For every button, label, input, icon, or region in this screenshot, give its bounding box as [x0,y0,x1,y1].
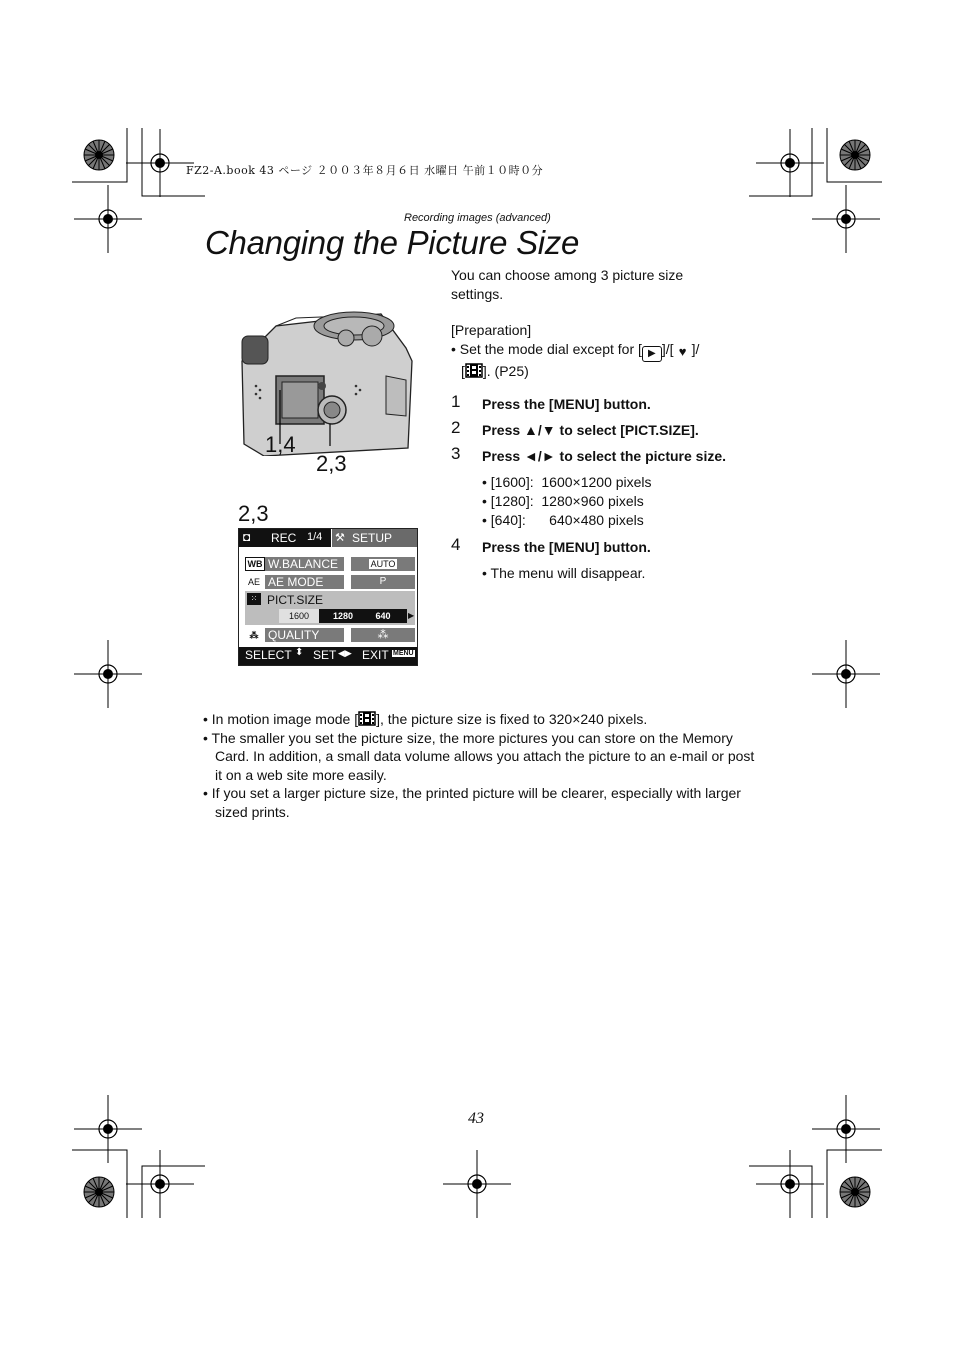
ae-icon: AE [247,577,260,587]
steps-list [451,393,761,581]
callout-2-3: 2,3 [316,451,347,476]
lcd-menu [238,528,418,666]
registration-star [84,1177,114,1207]
menu-button-icon: MENU [393,650,414,657]
footer-set: SET [313,648,337,662]
size-option-selected: 1600 [279,609,319,623]
note-text: ], the picture size is fixed to 320×240 pixels. [376,711,648,727]
menu-label: QUALITY [265,628,344,642]
registration-crosshair [756,1150,824,1218]
step-1 [451,393,761,419]
arrow-right-icon: ▶ [408,611,415,620]
preparation-text: ]. (P25) [482,363,529,379]
menu-footer [239,647,417,665]
playback-icon: ▶ [642,346,662,362]
preparation-text: [ [461,363,465,379]
page-title: Changing the Picture Size [205,224,580,261]
registration-crosshair [443,1150,511,1218]
step-3 [451,445,761,471]
step-2 [451,419,761,445]
tab-page-indicator: 1/4 [307,531,323,543]
quality-icon: ⁂ [249,630,259,640]
footer-exit: EXIT [362,648,389,662]
wb-icon: WB [245,557,265,571]
menu-label: PICT.SIZE [267,593,324,607]
wrench-icon: ⚒ [335,532,345,544]
step-4 [451,536,761,562]
preparation-text: ]/[ [661,341,674,357]
step-text: Press the [MENU] button. [482,539,651,555]
size-item: • [640]: 640×480 pixels [482,512,644,528]
step-number: 2 [451,418,461,437]
step-text: Press the [MENU] button. [482,396,651,412]
footer-select: SELECT [245,648,292,662]
menu-row-pictsize [245,591,415,625]
registration-star [840,1177,870,1207]
registration-crosshair [812,1095,880,1163]
camera-icon: ◘ [243,530,251,544]
step-number: 4 [451,535,461,554]
menu-callout: 2,3 [238,501,269,526]
preparation-heading: [Preparation] [451,322,532,338]
registration-crosshair [74,640,142,708]
tab-setup-label: SETUP [352,531,393,545]
note-3: • If you set a larger picture size, the printed picture will be clearer, especially with larger sized prints. [203,785,741,820]
step-text: Press ◄/► to select the picture size. [482,448,727,464]
print-header-line: FZ2-A.book 43 ページ ２００３年８月６日 水曜日 午前１０時０分 [186,164,544,177]
size-item: • [1600]: 1600×1200 pixels [482,474,652,490]
registration-star [840,140,870,170]
intro-text: You can choose among 3 picture size settings. [451,267,684,302]
preparation-text: ]/ [691,341,700,357]
motion-image-icon [358,711,376,726]
step-text: Press ▲/▼ to select [PICT.SIZE]. [482,422,699,438]
size-option-bar [279,609,407,623]
section-label: Recording images (advanced) [404,212,551,224]
note-2: • The smaller you set the picture size, the more pictures you can store on the Memory Card. In addition, a small data volume allows you attach the picture to an e-mail or post it on a web site more easily. [203,729,755,783]
heart-icon: ♥ [678,344,687,359]
note-text: • In motion image mode [ [203,711,359,727]
menu-label: W.BALANCE [265,557,344,571]
tab-rec-label: REC [271,531,297,545]
registration-crosshair [74,1095,142,1163]
registration-crosshair [74,185,142,253]
tab-rec [239,529,331,547]
registration-star [84,140,114,170]
tab-setup [332,529,417,547]
registration-crosshair [756,129,824,197]
step-number: 1 [451,392,461,411]
preparation-block [451,321,751,381]
motion-image-icon [465,363,483,378]
notes-list [203,710,759,821]
step-number: 3 [451,444,461,463]
registration-crosshair [126,1150,194,1218]
pict-size-icon: ⁙ [247,593,261,605]
callout-1-4: 1,4 [265,432,296,457]
size-item: • [1280]: 1280×960 pixels [482,493,644,509]
updown-icon: ⬍ [295,647,304,658]
menu-value [351,557,415,571]
note-1 [203,710,759,729]
size-list [482,473,761,530]
preparation-bullet-line2 [451,362,751,381]
auto-value: AUTO [370,559,396,569]
camera-illustration [236,306,416,456]
size-option: 1280 [332,611,354,621]
step4-note: • The menu will disappear. [482,565,646,581]
preparation-bullet [451,340,751,362]
size-option: 640 [375,611,391,621]
registration-crosshair [126,129,194,197]
quality-value-icon: ⁂ [351,628,415,642]
leftright-icon: ◀▶ [338,648,352,658]
menu-value: P [351,575,415,589]
registration-crosshair [812,185,880,253]
menu-label: AE MODE [265,575,344,589]
registration-crosshair [812,640,880,708]
preparation-text: • Set the mode dial except for [ [451,341,642,357]
page-number: 43 [468,1110,484,1127]
